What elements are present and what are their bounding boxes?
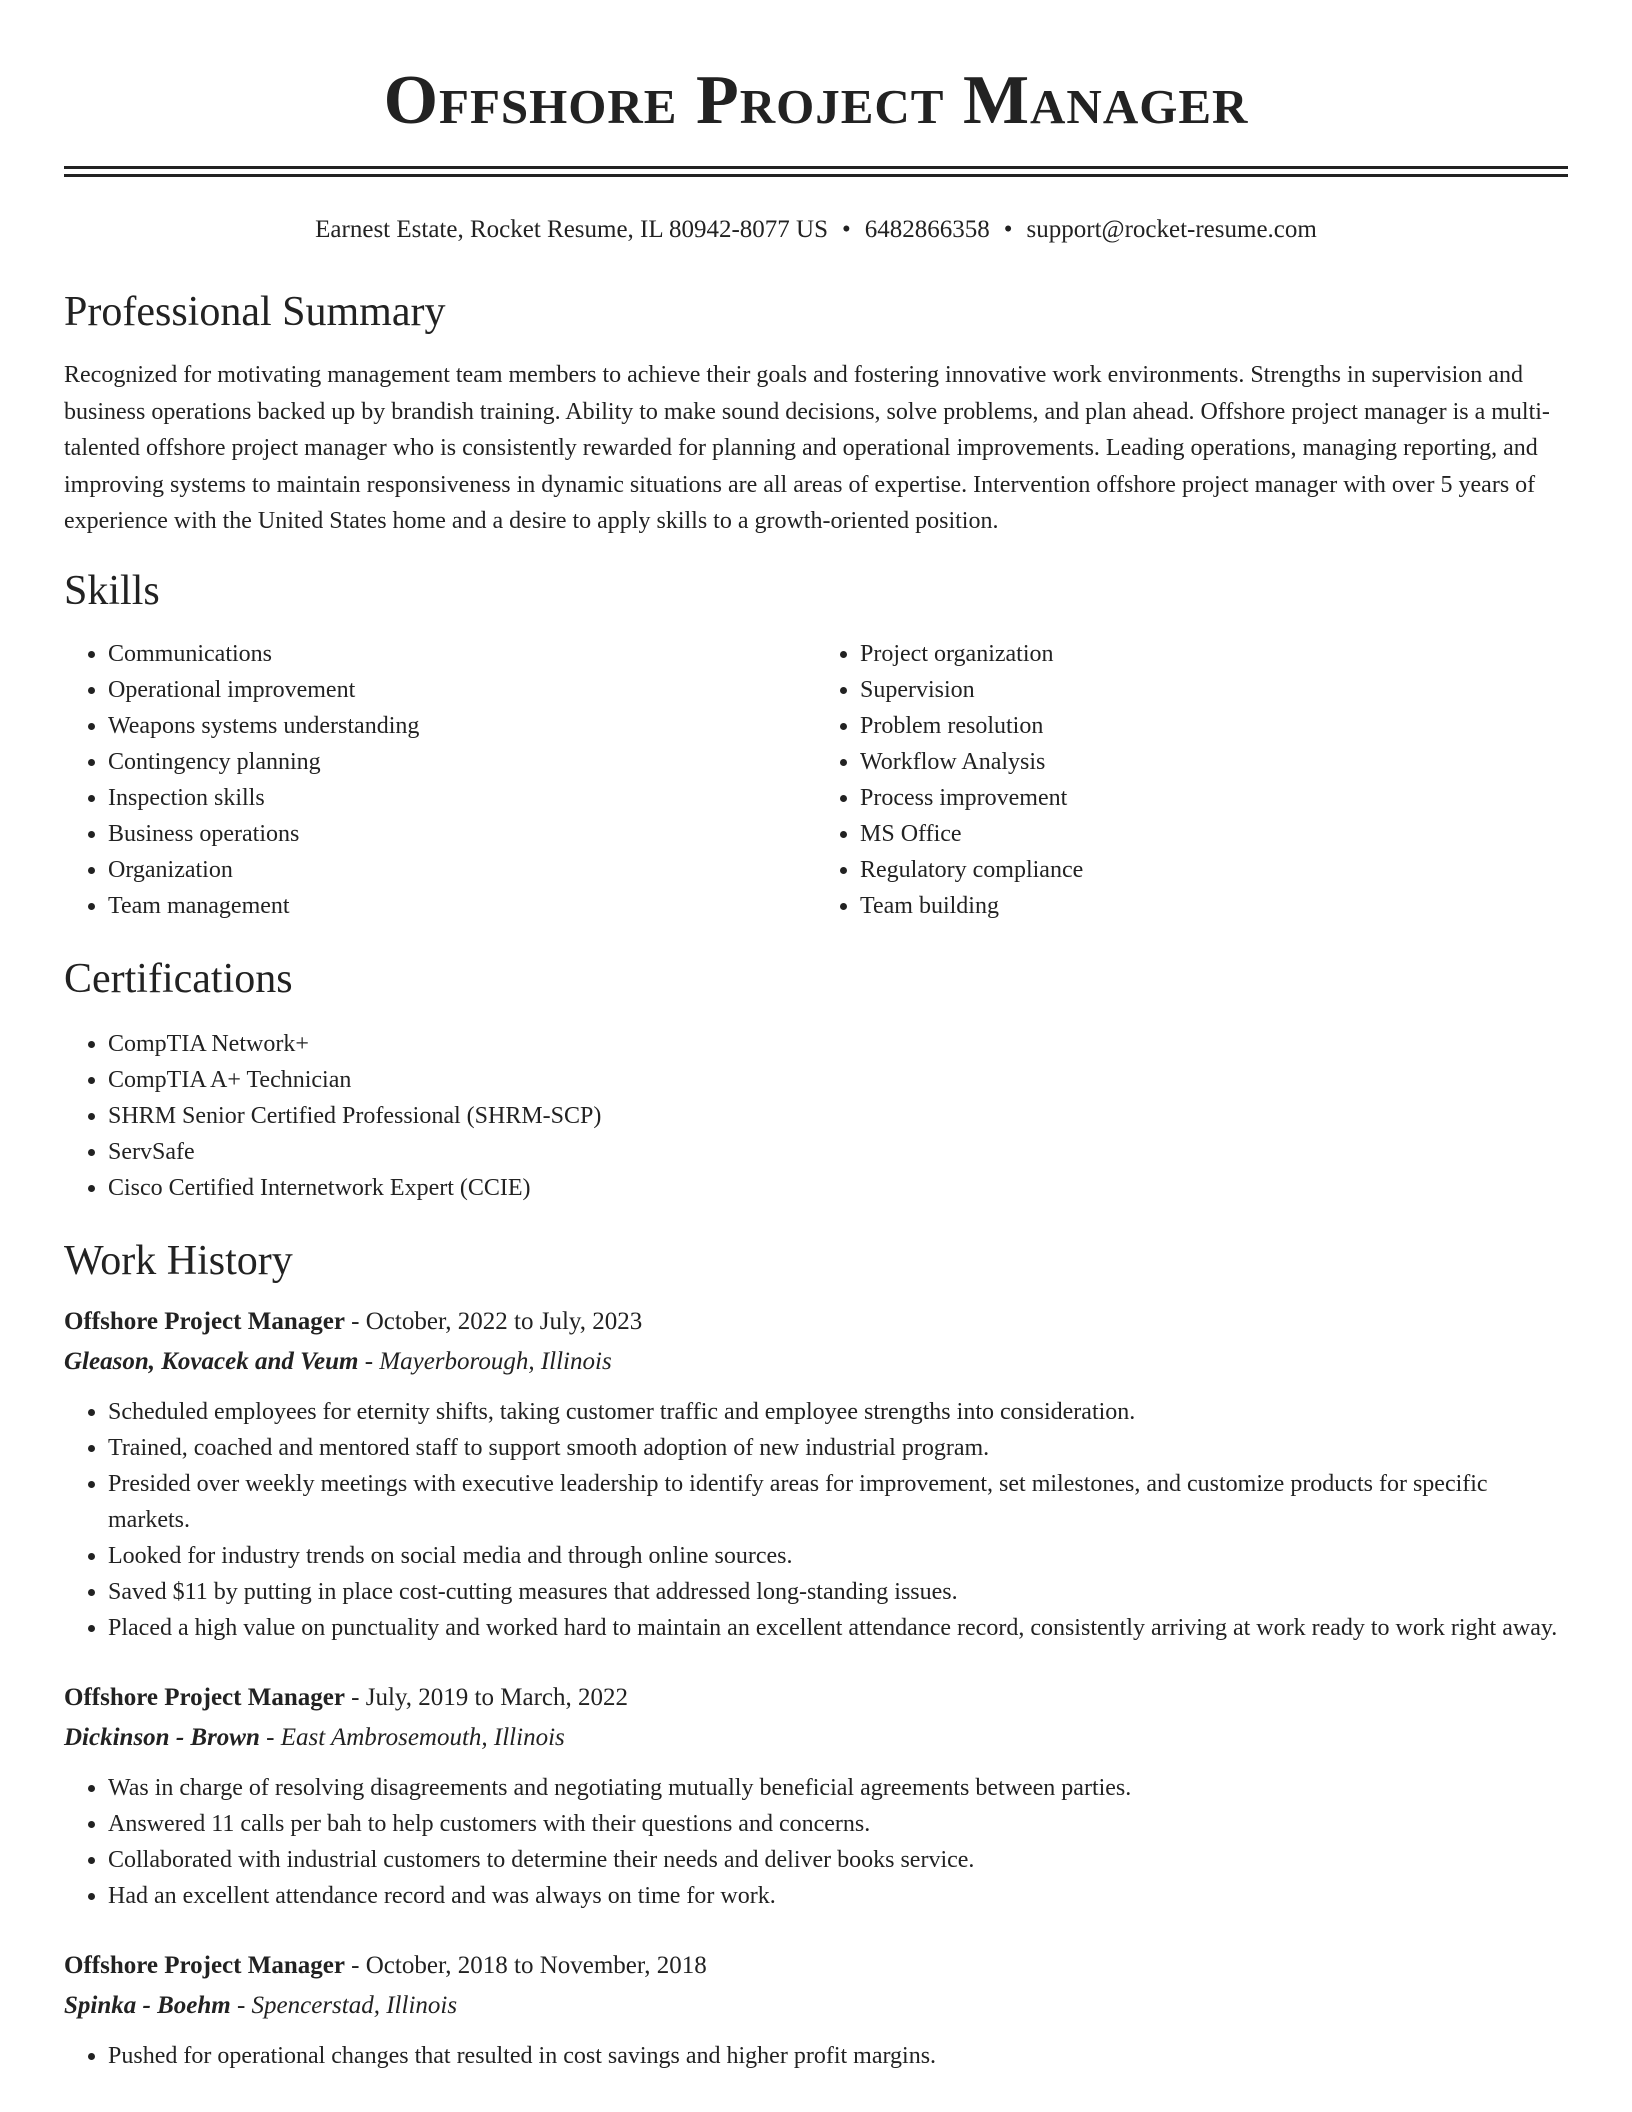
job-dash: -: [344, 1951, 366, 1979]
skill-item: • Problem resolution: [860, 708, 1568, 744]
skill-item: • Contingency planning: [108, 744, 816, 780]
job-bullet: • Collaborated with industrial customers to determine their needs and deliver books service.: [108, 1842, 1568, 1878]
skill-item: • Project organization: [860, 636, 1568, 672]
job-bullet: • Had an excellent attendance record and was always on time for work.: [108, 1878, 1568, 1914]
certifications-list: [64, 1026, 1568, 1206]
certification-item: • ServSafe: [108, 1134, 1568, 1170]
skills-columns: [64, 636, 1568, 924]
job-bullet: • Answered 11 calls per bah to help customers with their questions and concerns.: [108, 1806, 1568, 1842]
job-title-line: [64, 1680, 1568, 1716]
skill-item: • MS Office: [860, 816, 1568, 852]
job-bullet: • Trained, coached and mentored staff to support smooth adoption of new industrial program.: [108, 1430, 1568, 1466]
job-company: Dickinson - Brown: [64, 1723, 260, 1751]
job-entry: [64, 1304, 1568, 1646]
job-bullets: [64, 1770, 1568, 1914]
job-bullet: • Saved $11 by putting in place cost-cutting measures that addressed long-standing issues.: [108, 1574, 1568, 1610]
job-bullet: • Pushed for operational changes that resulted in cost savings and higher profit margins.: [108, 2038, 1568, 2074]
job-bullet: • Scheduled employees for eternity shifts, taking customer traffic and employee strengths into consideration.: [108, 1394, 1568, 1430]
certification-item: • CompTIA A+ Technician: [108, 1062, 1568, 1098]
job-bullet: • Presided over weekly meetings with executive leadership to identify areas for improvement, set milestones, and customize products for specific markets.: [108, 1466, 1568, 1538]
skill-item: • Team building: [860, 888, 1568, 924]
skill-item: • Weapons systems understanding: [108, 708, 816, 744]
header-double-rule: [64, 166, 1568, 177]
job-dates: October, 2018 to November, 2018: [365, 1951, 707, 1979]
job-dash: -: [230, 1991, 252, 2019]
job-bullets: [64, 1394, 1568, 1646]
certification-item: • SHRM Senior Certified Professional (SHRM-SCP): [108, 1098, 1568, 1134]
job-location: East Ambrosemouth, Illinois: [280, 1723, 565, 1751]
skill-item: • Process improvement: [860, 780, 1568, 816]
job-title: Offshore Project Manager: [64, 1951, 345, 1979]
job-title-line: [64, 1304, 1568, 1340]
contact-phone: 6482866358: [864, 216, 990, 243]
summary-heading: Professional Summary: [64, 289, 446, 335]
job-dates: October, 2022 to July, 2023: [365, 1307, 643, 1335]
job-title: Offshore Project Manager: [64, 1683, 345, 1711]
contact-email[interactable]: support@rocket-resume.com: [1026, 216, 1317, 243]
contact-separator: •: [842, 216, 851, 243]
summary-text: Recognized for motivating management team members to achieve their goals and fostering innovative work environments. Strengths in supervision and business operations backed up by brandish training. Ability to make sound decisions, solve problems, and plan ahead. Offshore project manager is a multi-talented offshore project manager who is consistently rewarded for planning and operational improvements. Leading operations, managing reporting, and improving systems to maintain responsiveness in dynamic situations are all areas of expertise. Intervention offshore project manager with over 5 years of experience with the United States home and a desire to apply skills to a growth-oriented position.: [64, 362, 1550, 534]
job-entry: [64, 1680, 1568, 1914]
job-company-line: [64, 1720, 1568, 1756]
work-history-heading: Work History: [64, 1237, 293, 1284]
job-dash: -: [358, 1347, 380, 1375]
certification-item: • Cisco Certified Internetwork Expert (CCIE): [108, 1170, 1568, 1206]
certifications-heading: Certifications: [64, 955, 293, 1002]
job-dash: -: [344, 1683, 366, 1711]
job-bullets: [64, 2038, 1568, 2074]
job-dash: -: [344, 1307, 366, 1335]
resume-name-heading: Offshore Project Manager: [383, 62, 1249, 139]
contact-separator: •: [1003, 216, 1013, 243]
certification-item: • CompTIA Network+: [108, 1026, 1568, 1062]
skills-list-right: [816, 636, 1568, 924]
job-title-line: [64, 1948, 1568, 1984]
skill-item: • Regulatory compliance: [860, 852, 1568, 888]
job-company: Spinka - Boehm: [64, 1991, 231, 2019]
contact-line: [64, 213, 1568, 247]
job-bullet: • Was in charge of resolving disagreements and negotiating mutually beneficial agreements between parties.: [108, 1770, 1568, 1806]
skill-item: • Organization: [108, 852, 816, 888]
job-bullet: • Looked for industry trends on social media and through online sources.: [108, 1538, 1568, 1574]
job-company-line: [64, 1988, 1568, 2024]
job-company-line: [64, 1344, 1568, 1380]
skill-item: • Supervision: [860, 672, 1568, 708]
job-location: Spencerstad, Illinois: [251, 1991, 458, 2019]
skill-item: • Workflow Analysis: [860, 744, 1568, 780]
job-dash: -: [259, 1723, 281, 1751]
skill-item: • Team management: [108, 888, 816, 924]
job-dates: July, 2019 to March, 2022: [365, 1683, 628, 1711]
job-title: Offshore Project Manager: [64, 1307, 345, 1335]
skill-item: • Business operations: [108, 816, 816, 852]
job-location: Mayerborough, Illinois: [379, 1347, 612, 1375]
contact-address: Earnest Estate, Rocket Resume, IL 80942-8077 US: [315, 216, 829, 243]
skill-item: • Operational improvement: [108, 672, 816, 708]
skill-item: • Inspection skills: [108, 780, 816, 816]
skills-heading: Skills: [64, 567, 160, 614]
job-bullet: • Placed a high value on punctuality and worked hard to maintain an excellent attendance record, consistently arriving at work ready to work right away.: [108, 1610, 1568, 1646]
job-entry: [64, 1948, 1568, 2074]
skills-list-left: [64, 636, 816, 924]
skill-item: • Communications: [108, 636, 816, 672]
job-company: Gleason, Kovacek and Veum: [64, 1347, 359, 1375]
